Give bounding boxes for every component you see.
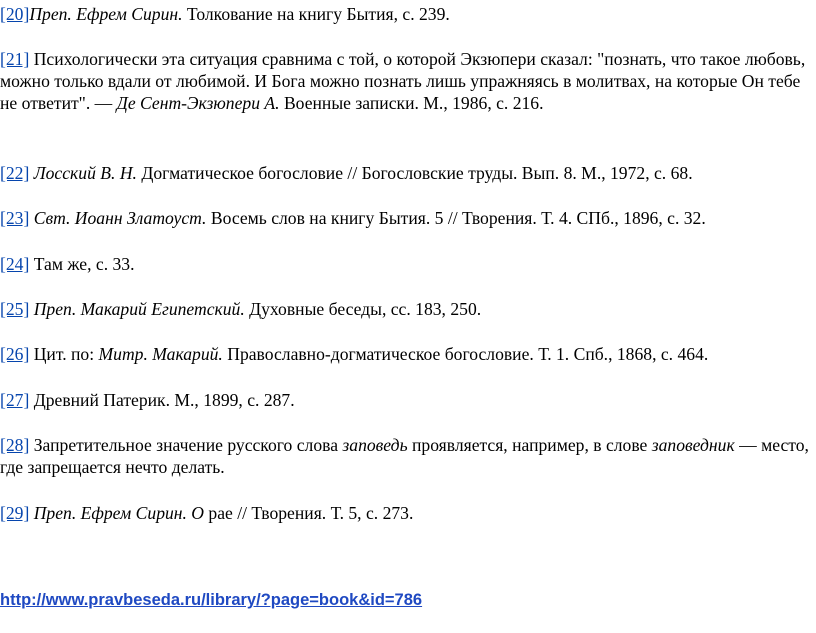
footnote-text: Там же, с. 33. bbox=[29, 254, 135, 274]
footnote-text: Духовные беседы, сс. 183, 250. bbox=[244, 299, 482, 319]
footnote-italic-text: Преп. Ефрем Сирин. О bbox=[33, 503, 205, 523]
footnote-23 bbox=[0, 207, 816, 229]
footnote-ref-link[interactable]: [29] bbox=[0, 503, 30, 523]
footnote-ref-link[interactable]: [28] bbox=[0, 435, 30, 455]
footnote-text: Психологически эта ситуация сравнима с той, о которой Экзюпери сказал: "познать, что такое любовь, можно только вдали от любимой. И Бога можно познать лишь упражняясь в молитвах, на которые Он тебе не ответит". — bbox=[0, 49, 806, 113]
footnote-italic-text: Свт. Иоанн Златоуст. bbox=[33, 208, 207, 228]
footnote-text: Запретительное значение русского слова bbox=[29, 435, 343, 455]
footnote-ref-link[interactable]: [22] bbox=[0, 163, 30, 183]
footnote-italic-text: заповедь bbox=[342, 435, 408, 455]
footnote-ref-link[interactable]: [27] bbox=[0, 390, 30, 410]
footnote-26 bbox=[0, 343, 816, 365]
footnote-ref-link[interactable]: [23] bbox=[0, 208, 30, 228]
footnote-italic-text: Лосский В. Н. bbox=[33, 163, 137, 183]
footnote-italic-text: Де Сент-Экзюпери А. bbox=[116, 93, 280, 113]
footnote-24 bbox=[0, 253, 816, 275]
footnote-italic-text: Митр. Макарий. bbox=[98, 344, 223, 364]
footnote-25 bbox=[0, 298, 816, 320]
footnote-22 bbox=[0, 162, 816, 184]
footnote-text: Восемь слов на книгу Бытия. 5 // Творения. Т. 4. СПб., 1896, с. 32. bbox=[206, 208, 706, 228]
footnote-text: Цит. по: bbox=[29, 344, 99, 364]
footnote-ref-link[interactable]: [20] bbox=[0, 4, 30, 24]
footnote-italic-text: заповедник bbox=[651, 435, 735, 455]
footnote-text: проявляется, например, в слове bbox=[407, 435, 652, 455]
footnote-21 bbox=[0, 48, 816, 114]
footnote-ref-link[interactable]: [24] bbox=[0, 254, 30, 274]
footnote-20 bbox=[0, 3, 816, 25]
footnote-text: Толкование на книгу Бытия, с. 239. bbox=[182, 4, 450, 24]
footnote-text: Древний Патерик. М., 1899, с. 287. bbox=[29, 390, 295, 410]
footnote-text: — место, где запрещается нечто делать. bbox=[0, 435, 809, 477]
source-url-link[interactable]: http://www.pravbeseda.ru/library/?page=book&id=786 bbox=[0, 591, 423, 609]
footnote-ref-link[interactable]: [25] bbox=[0, 299, 30, 319]
footnote-text: Военные записки. М., 1986, с. 216. bbox=[279, 93, 544, 113]
footnote-27 bbox=[0, 389, 816, 411]
footnote-text: Догматическое богословие // Богословские труды. Вып. 8. М., 1972, с. 68. bbox=[136, 163, 693, 183]
footnote-italic-text: Преп. Ефрем Сирин. bbox=[29, 4, 183, 24]
footnote-ref-link[interactable]: [26] bbox=[0, 344, 30, 364]
footnote-28 bbox=[0, 434, 816, 478]
footnote-italic-text: Преп. Макарий Египетский. bbox=[33, 299, 245, 319]
footnote-ref-link[interactable]: [21] bbox=[0, 49, 30, 69]
footnote-text: рае // Творения. Т. 5, с. 273. bbox=[204, 503, 414, 523]
footnote-text: Православно-догматическое богословие. Т. 1. Спб., 1868, с. 464. bbox=[222, 344, 709, 364]
footnote-29 bbox=[0, 502, 816, 524]
